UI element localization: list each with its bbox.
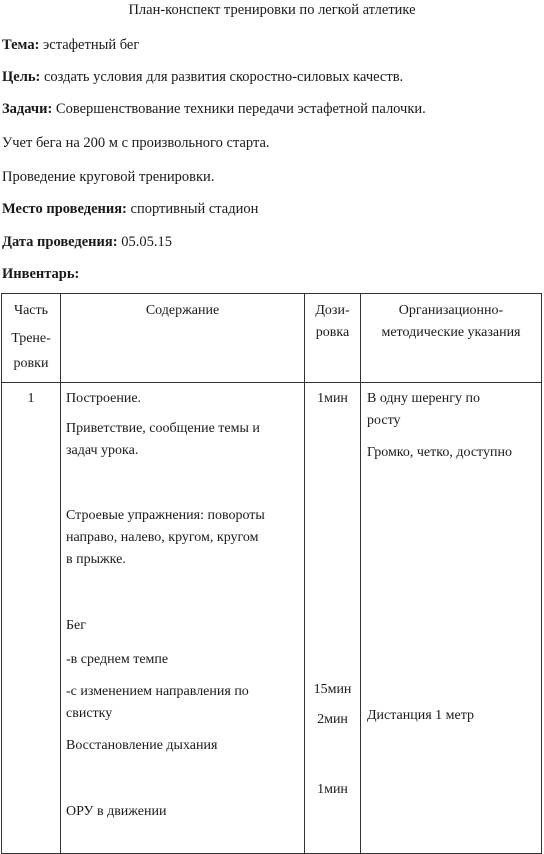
date-value: 05.05.15: [117, 234, 172, 250]
row-part: 1: [2, 383, 61, 854]
training-table: [1, 293, 542, 854]
inventory-line: [2, 266, 79, 283]
date-line: [2, 234, 172, 251]
tasks-line: [2, 101, 426, 118]
date-label: Дата проведения:: [2, 234, 118, 250]
row-content: Построение. Приветствие, сообщение темы и задач урока. Строевые упражнения: повороты направо, налево, кругом, кругом в прыжке. Бег -в среднем темпе -с изменением направления по свистку Восстановление дыхания ОРУ в движении: [61, 383, 305, 854]
task-2: Учет бега на 200 м с произвольного старта.: [2, 135, 270, 151]
place-label: Место проведения:: [2, 201, 127, 217]
header-dose: Дози- ровка: [305, 294, 361, 383]
place-line: [2, 201, 258, 218]
row-dose: 1мин 15мин 2мин 1мин: [305, 383, 361, 854]
row-org: В одну шеренгу по росту Громко, четко, доступно Дистанция 1 метр: [361, 383, 542, 854]
task-3: Проведение круговой тренировки.: [2, 169, 215, 185]
header-org: Организационно- методические указания: [361, 294, 542, 383]
goal-label: Цель:: [2, 69, 41, 85]
tasks-label: Задачи:: [2, 101, 53, 117]
goal-value: создать условия для развития скоростно-силовых качеств.: [40, 69, 404, 85]
goal-line: [2, 69, 403, 86]
tasks-value: Совершенствование техники передачи эстафетной палочки.: [52, 101, 426, 117]
table-row: [2, 383, 542, 854]
inventory-label: Инвентарь:: [2, 266, 80, 282]
table-header-row: [2, 294, 542, 383]
topic-value: эстафетный бег: [39, 37, 140, 53]
topic-label: Тема:: [2, 37, 40, 53]
header-part: Часть Трене- ровки: [2, 294, 61, 383]
header-content: Содержание: [61, 294, 305, 383]
place-value: спортивный стадион: [126, 201, 259, 217]
document-title: План-конспект тренировки по легкой атлетике: [128, 2, 416, 18]
topic-line: [2, 37, 139, 54]
